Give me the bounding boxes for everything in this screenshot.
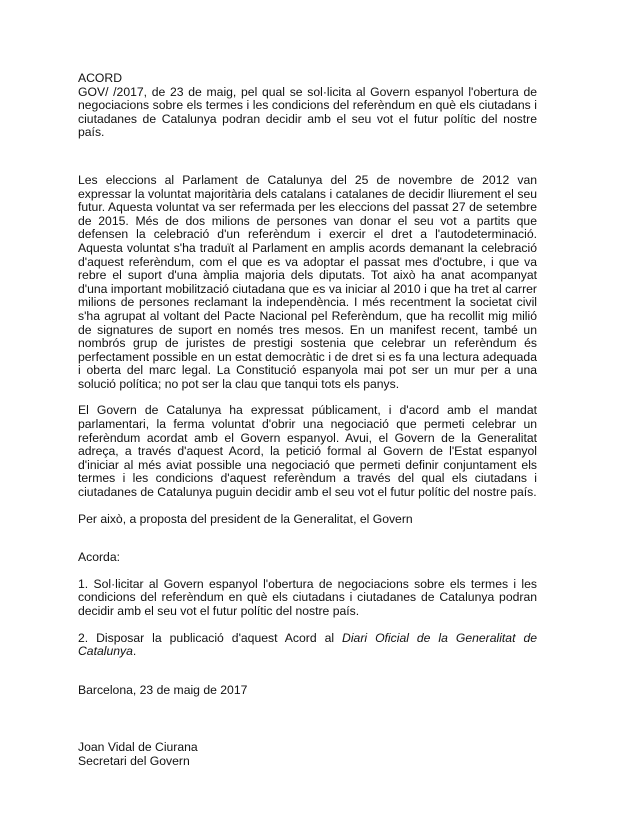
agreement-item-2-suffix: . bbox=[132, 644, 137, 659]
signatory-title: Secretari del Govern bbox=[78, 753, 190, 768]
paragraph-context: Les eleccions al Parlament de Catalunya del 25 de novembre de 2012 van expressar la voluntat majoritària dels catalans i catalanes de decidir lliurement el seu futur. Aquesta voluntat va ser refermada per les eleccions del passat 27 de setembre de 2015. Més de dos milions de persones van donar el seu vot a partits que defensen la celebració d'un referèndum i exercir el dret a l'autodeterminació. Aquesta voluntat s'ha traduït al Parlament en amplis acords demanant la celebració d'aquest referèndum, com el que es va adoptar el passat mes d'octubre, i que va rebre el suport d'una àmplia majoria dels diputats. Tot això ha anat acompanyat d'una important mobilització ciutadana que es va iniciar al 2010 i que ha tret al carrer milions de persones reclamant la independència. I més recentment la societat civil s'ha agrupat al voltant del Pacte Nacional pel Referèndum, que ha recollit mig milió de signatures de suport en només tres mesos. En un manifest recent, també un nombrós grup de juristes de prestigi sostenia que celebrar un referèndum és perfectament possible en un estat democràtic i de dret si es fa una lectura adequada i oberta del marc legal. La Constitució espanyola mai pot ser un mur per a una solució política; no pot ser la clau que tanqui tots els panys. bbox=[78, 172, 537, 391]
place-date: Barcelona, 23 de maig de 2017 bbox=[78, 682, 248, 697]
official-journal-name: Diari Oficial de la Generalitat de Catalunya bbox=[78, 630, 537, 659]
agreement-item-2 bbox=[78, 632, 537, 659]
document-label: ACORD bbox=[78, 71, 123, 85]
agreement-item-1: 1. Sol·licitar al Govern espanyol l'obertura de negociacions sobre els termes i les condicions del referèndum en què els ciutadans i ciutadanes de Catalunya podran decidir amb el seu vot el futur polític del nostre país. bbox=[78, 576, 537, 618]
acorda-label: Acorda: bbox=[78, 550, 121, 565]
document-heading: GOV/ /2017, de 23 de maig, pel qual se sol·licita al Govern espanyol l'obertura de negociacions sobre els termes i les condicions del referèndum en què els ciutadans i ciutadanes de Catalunya podran decidir amb el seu vot el futur polític del nostre país. bbox=[78, 84, 537, 140]
paragraph-government-position: El Govern de Catalunya ha expressat públicament, i d'acord amb el mandat parlamentari, la ferma voluntat d'obrir una negociació que permeti celebrar un referèndum acordat amb el Govern espanyol. Avui, el Govern de la Generalitat adreça, a través d'aquest Acord, la petició formal al Govern de l'Estat espanyol d'iniciar al més aviat possible una negociació que permeti definir conjuntament els termes i les condicions d'aquest referèndum a través del qual els ciutadans i ciutadanes de Catalunya puguin decidir amb el seu vot el futur polític del nostre país. bbox=[78, 403, 537, 500]
signatory-name: Joan Vidal de Ciurana bbox=[78, 740, 198, 755]
agreement-item-2-prefix: 2. Disposar la publicació d'aquest Acord al bbox=[78, 630, 343, 645]
document-page bbox=[78, 72, 537, 769]
paragraph-proposal: Per això, a proposta del president de la Generalitat, el Govern bbox=[78, 511, 413, 526]
